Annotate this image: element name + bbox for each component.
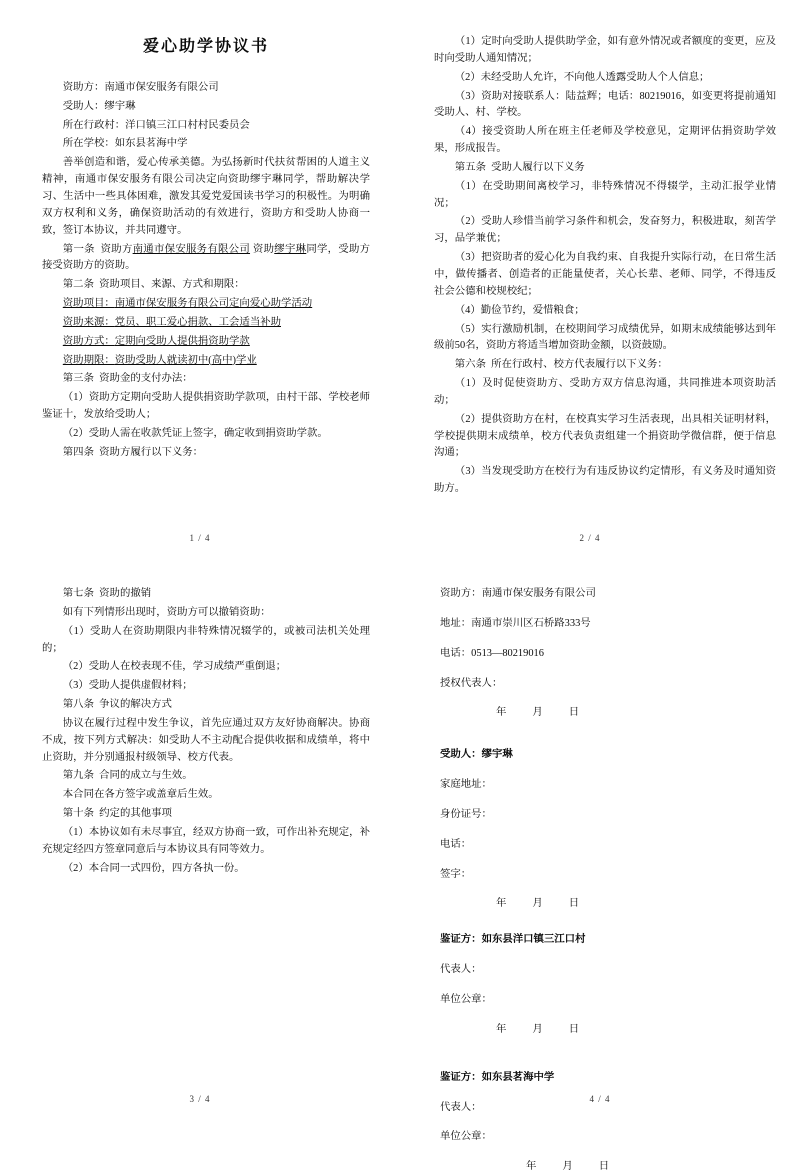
witness2-date-month: 月 <box>562 1161 573 1173</box>
article-4-item-4: （4）接受资助人所在班主任老师及学校意见，定期评估捐资助学效果，形成报告。 <box>434 126 776 155</box>
sponsor-name: 南通市保安服务有限公司 <box>481 588 596 599</box>
witness2-date-line <box>440 1159 770 1176</box>
article-3 <box>42 371 370 388</box>
page-number-4: 4 / 4 <box>589 1094 611 1105</box>
sponsor-phone-row <box>440 646 770 663</box>
article-7-item-3: （3）受助人提供虚假材料； <box>62 680 193 692</box>
sponsor-date-line <box>440 705 770 722</box>
article-7-item-1: （1）受助人在资助期限内非特殊情况辍学的，或被司法机关处理的； <box>42 625 370 654</box>
article-4-item-2: （2）未经受助人允许，不向他人透露受助人个人信息； <box>454 71 710 83</box>
witness1-row <box>440 932 770 949</box>
signature-block-recipient <box>440 747 770 913</box>
recipient-date-month: 月 <box>532 898 543 910</box>
article-8-body: 协议在履行过程中发生争议，首先应通过双方友好协商解决。协商不成，按下列方式解决：如受助人不主动配合提供收据和成绩单，将中止资助，并分别通报村级领导、校方代表。 <box>42 717 370 763</box>
witness2-date-year: 年 <box>526 1161 537 1173</box>
article-5-title: 第五条 <box>454 161 486 173</box>
article-10-item-1: （1）本协议如有未尽事宜，经双方协商一致，可作出补充规定，补充规定经四方签章同意后与本协议具有同等效力。 <box>42 826 370 855</box>
art2-label-term: 资助期限： <box>62 354 115 366</box>
witness2-seal-label: 单位公章： <box>440 1131 492 1143</box>
article-5 <box>434 160 776 177</box>
recipient-row <box>440 747 770 764</box>
article-1 <box>42 242 370 276</box>
article-6-item-3: （3）当发现受助方在校行为有违反协议约定情形，有义务及时通知资助方。 <box>434 466 776 495</box>
preamble-paragraph: 善举创造和谐，爱心传承美德。为弘扬新时代扶贫帮困的人道主义精神，南通市保安服务有限公司决定向资助缪宇琳同学，帮助解决学习、生活中一些具体困难，激发其爱党爱国读书学习的积极性。为明确双方权利和义务，确保资助活动的有效进行，资助方和受助人协商一致，签订本协议，并共同遵守。 <box>42 157 370 236</box>
article-3-item-2: （2）受助人需在收款凭证上签字，确定收到捐资助学款。 <box>62 427 328 439</box>
article-1-text-pre: 资助方 <box>100 243 133 255</box>
article-1-text-post: 同学，受助方接受资助方的资助。 <box>42 243 371 272</box>
signature-block-sponsor <box>440 586 770 722</box>
sponsor-address-label: 地址： <box>440 617 472 629</box>
witness2-date-day: 日 <box>598 1161 610 1173</box>
party-sponsor: 资助方：南通市保安服务有限公司 <box>62 81 219 93</box>
article-7 <box>42 586 370 603</box>
article-6-title: 第六条 <box>454 359 486 371</box>
recipient-phone-label: 电话： <box>440 838 472 850</box>
article-7-lead: 如有下列情形出现时，资助方可以撤销资助： <box>62 606 271 618</box>
art2-value-term: 资助受助人就读初中(高中)学业 <box>114 354 257 366</box>
art2-value-source: 党员、职工爱心捐款、工会适当补助 <box>114 316 281 328</box>
sponsor-phone-value: 0513—80219016 <box>471 647 544 659</box>
document-page-4 <box>400 560 800 1173</box>
sponsor-address-value: 南通市崇川区石桥路333号 <box>471 617 591 629</box>
document-page-2 <box>400 0 800 560</box>
art2-value-project: 南通市保安服务有限公司定向爱心助学活动 <box>114 298 313 310</box>
sponsor-label: 资助方： <box>440 588 482 599</box>
party-recipient: 受助人：缪宇琳 <box>62 100 136 112</box>
document-page-1 <box>0 0 400 560</box>
article-7-text: 资助的撤销 <box>99 588 152 599</box>
article-4-title: 第四条 <box>62 446 94 458</box>
article-6-text: 所在行政村、校方代表履行以下义务： <box>491 359 668 371</box>
party-school: 所在学校：如东县茗海中学 <box>62 138 188 150</box>
sponsor-phone-label: 电话： <box>440 647 472 659</box>
signature-block-witness-village <box>440 932 770 1038</box>
page-title: 爱心助学协议书 <box>142 38 269 55</box>
witness1-date-day: 日 <box>568 1023 580 1035</box>
article-7-title: 第七条 <box>62 588 94 599</box>
article-10 <box>42 806 370 823</box>
article-1-recipient-name: 缪宇琳 <box>274 243 307 255</box>
party-village: 所在行政村：洋口镇三江口村村民委员会 <box>62 119 250 131</box>
article-9-text: 合同的成立与生效。 <box>99 770 193 782</box>
article-8 <box>42 697 370 714</box>
witness1-label: 鉴证方： <box>440 934 482 946</box>
witness1-date-line <box>440 1022 770 1039</box>
article-6-item-2: （2）提供资助方在村，在校真实学习生活表现，出具相关证明材料，学校提供期末成绩单，校方代表负责组建一个捐资助学微信群，便于信息沟通； <box>434 413 776 459</box>
article-5-item-4: （4）勤俭节约，爱惜粮食； <box>454 304 585 316</box>
witness1-date-month: 月 <box>532 1023 543 1035</box>
article-8-title: 第八条 <box>62 699 94 711</box>
recipient-label: 受助人： <box>440 749 482 761</box>
witness2-rep-label: 代表人： <box>440 1101 482 1113</box>
recipient-date-line <box>440 896 770 913</box>
article-2-item-method <box>42 334 370 351</box>
page-number-2: 2 / 4 <box>579 533 601 544</box>
sponsor-date-day: 日 <box>568 707 580 719</box>
article-5-item-2: （2）受助人珍惜当前学习条件和机会，发奋努力，积极进取，刻苦学习，品学兼优； <box>434 216 776 245</box>
witness2-name: 如东县茗海中学 <box>481 1071 555 1083</box>
article-2-item-project <box>42 296 370 313</box>
article-4-item-3: （3）资助对接联系人：陆益辉；电话：80219016，如变更将提前通知受助人、村、学校。 <box>434 90 776 119</box>
article-5-item-3: （3）把资助者的爱心化为自我约束、自我提升实际行动，在日常生活中，做传播者、创造者的正能量使者，关心长辈、老师、同学，不得违反社会公德和校规校纪； <box>434 252 776 297</box>
art2-value-method: 定期向受助人提供捐资助学款 <box>114 335 250 347</box>
page-number-3: 3 / 4 <box>189 1094 211 1105</box>
article-2-item-term <box>42 353 370 370</box>
article-10-title: 第十条 <box>62 808 94 820</box>
article-2 <box>42 277 370 294</box>
sponsor-date-year: 年 <box>496 707 507 719</box>
sponsor-date-month: 月 <box>532 707 543 719</box>
recipient-date-year: 年 <box>496 898 507 910</box>
witness1-seal-label: 单位公章： <box>440 993 492 1005</box>
article-5-item-1: （1）在受助期间离校学习，非特殊情况不得辍学，主动汇报学业情况； <box>434 180 776 209</box>
article-10-text: 约定的其他事项 <box>99 808 172 820</box>
signature-block-witness-school <box>440 1070 770 1176</box>
article-5-item-5: （5）实行激励机制，在校期间学习成绩优异，如期末成绩能够达到年级前50名，资助方将适当增加资助金额，以资鼓励。 <box>434 323 776 352</box>
art2-label-project: 资助项目： <box>62 298 115 310</box>
witness2-label: 鉴证方： <box>440 1071 482 1083</box>
recipient-id-label: 身份证号： <box>440 808 492 820</box>
article-1-mid: 资助 <box>252 243 275 255</box>
article-9 <box>42 768 370 785</box>
article-3-text: 资助金的支付办法： <box>99 373 193 385</box>
article-3-title: 第三条 <box>62 373 94 385</box>
witness1-rep-label: 代表人： <box>440 964 482 976</box>
article-6-item-1: （1）及时促使资助方、受助方双方信息沟通，共同推进本项资助活动； <box>434 378 776 406</box>
article-2-title: 第二条 <box>62 279 94 291</box>
witness2-row <box>440 1070 770 1087</box>
article-9-body: 本合同在各方签字或盖章后生效。 <box>62 789 219 801</box>
article-1-title: 第一条 <box>62 243 95 255</box>
art2-label-method: 资助方式： <box>62 335 115 347</box>
sponsor-address-row <box>440 616 770 633</box>
sponsor-row <box>440 586 770 603</box>
article-3-item-1: （1）资助方定期向受助人提供捐资助学款项，由村干部、学校老师鉴证十，发放给受助人； <box>42 392 370 421</box>
witness1-date-year: 年 <box>496 1023 507 1035</box>
article-4-item-1: （1）定时向受助人提供助学金，如有意外情况或者额度的变更，应及时向受助人通知情况； <box>434 36 776 64</box>
recipient-name: 缪宇琳 <box>481 749 513 761</box>
article-9-title: 第九条 <box>62 770 94 782</box>
article-4-text: 资助方履行以下义务： <box>99 446 204 458</box>
article-10-item-2: （2）本合同一式四份，四方各执一份。 <box>62 862 245 874</box>
sponsor-rep-label: 授权代表人： <box>440 677 503 689</box>
recipient-home-label: 家庭地址： <box>440 779 492 791</box>
article-2-item-source <box>42 315 370 332</box>
article-2-text: 资助项目、来源、方式和期限： <box>99 279 245 291</box>
art2-label-source: 资助来源： <box>62 316 115 328</box>
article-5-text: 受助人履行以下义务 <box>491 161 585 173</box>
article-7-item-2: （2）受助人在校表现不佳，学习成绩严重倒退； <box>62 661 287 673</box>
recipient-date-day: 日 <box>568 898 580 910</box>
article-8-text: 争议的解决方式 <box>99 699 172 711</box>
article-1-sponsor-name: 南通市保安服务有限公司 <box>132 243 251 255</box>
recipient-sign-label: 签字： <box>440 868 472 880</box>
article-4 <box>42 445 370 462</box>
article-6 <box>434 357 776 374</box>
page-number-1: 1 / 4 <box>189 533 211 544</box>
document-page-3 <box>0 560 400 1121</box>
witness1-name: 如东县洋口镇三江口村 <box>481 934 586 946</box>
